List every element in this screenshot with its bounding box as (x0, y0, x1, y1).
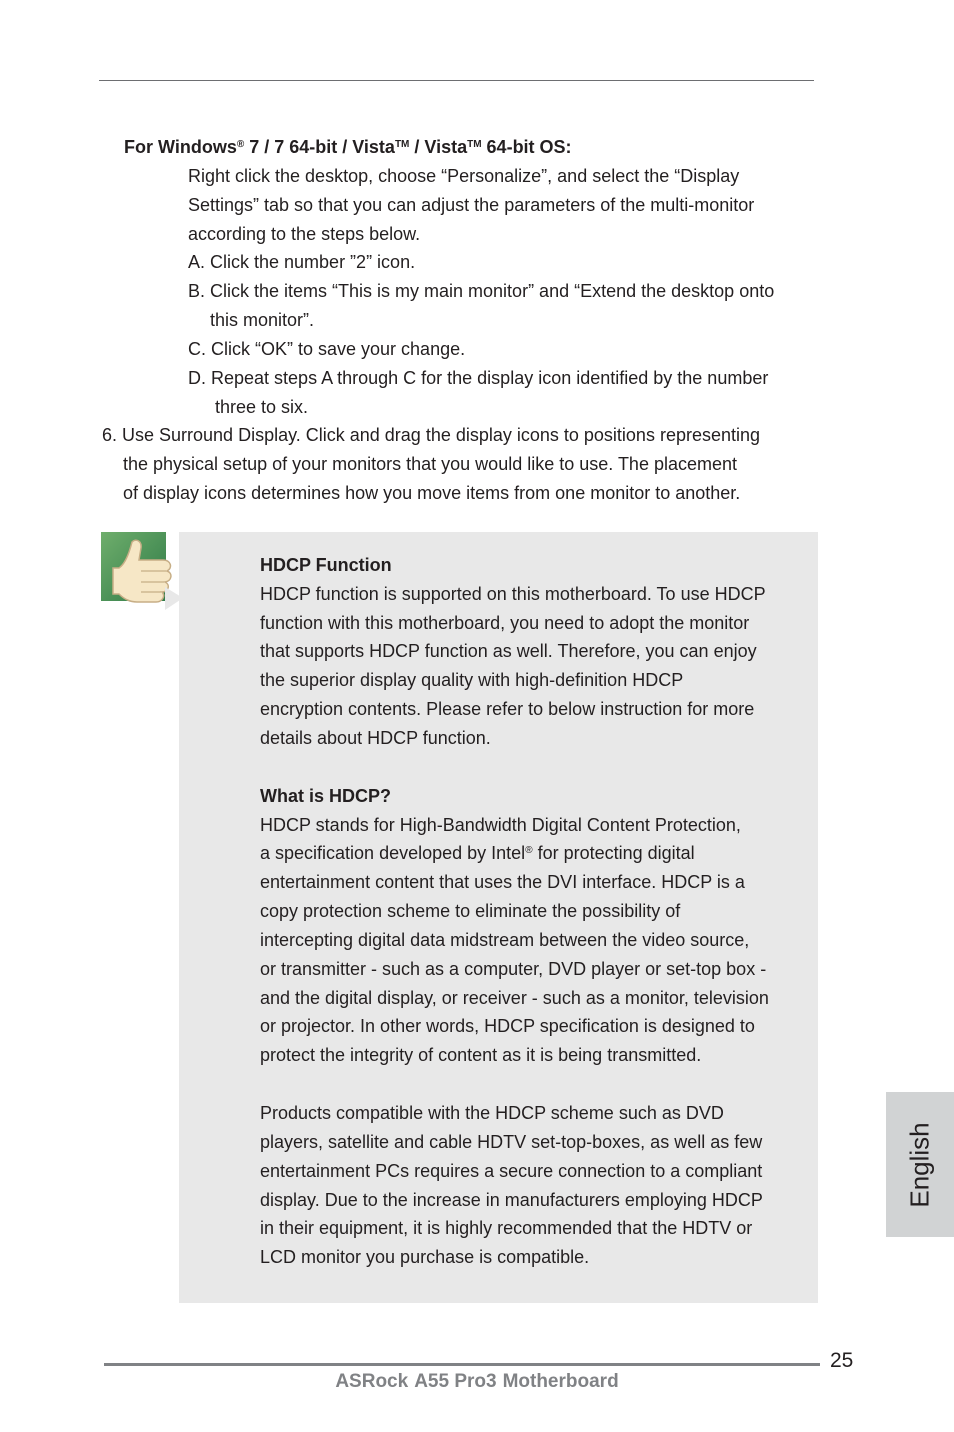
step-intro-line: according to the steps below. (188, 224, 421, 244)
footer-model: A55 Pro3 (414, 1371, 497, 1392)
step-d: D. Repeat steps A through C for the display icon identified by the number (188, 368, 769, 388)
hdcp-para2-line: and the digital display, or receiver - such as a monitor, television (260, 988, 769, 1008)
item-6-line: 6. Use Surround Display. Click and drag the display icons to positions representing (102, 425, 761, 445)
hdcp-para1-line: that supports HDCP function as well. Therefore, you can enjoy (260, 641, 757, 661)
step-c: C. Click “OK” to save your change. (188, 339, 466, 359)
hdcp-para2-line: protect the integrity of content as it is being transmitted. (260, 1045, 702, 1065)
hdcp-para1-line: function with this motherboard, you need to adopt the monitor (260, 613, 750, 633)
hdcp-para3-line: players, satellite and cable HDTV set-top-boxes, as well as few (260, 1132, 763, 1152)
footer-brand: ASRock (335, 1371, 409, 1392)
hdcp-para2-line: or projector. In other words, HDCP specification is designed to (260, 1016, 755, 1036)
language-tab (886, 1092, 954, 1237)
hdcp-para1-line: details about HDCP function. (260, 728, 491, 748)
hdcp-para2-line: or transmitter - such as a computer, DVD player or set-top box - (260, 959, 767, 979)
page-number: 25 (830, 1349, 854, 1372)
language-tab-label: English (904, 1121, 935, 1208)
step-b-cont: this monitor”. (210, 310, 315, 330)
hdcp-para1-line: encryption contents. Please refer to below instruction for more (260, 699, 755, 719)
hdcp-para2-line: copy protection scheme to eliminate the possibility of (260, 901, 681, 921)
hdcp-para2-line: a specification developed by Intel® for protecting digital (260, 843, 695, 863)
top-rule (99, 80, 814, 81)
item-6-line: the physical setup of your monitors that you would like to use. The placement (123, 454, 738, 474)
hdcp-para3-line: LCD monitor you purchase is compatible. (260, 1247, 590, 1267)
item-6-line: of display icons determines how you move items from one monitor to another. (123, 483, 741, 503)
step-intro-line: Settings” tab so that you can adjust the parameters of the multi-monitor (188, 195, 755, 215)
step-intro-line: Right click the desktop, choose “Personalize”, and select the “Display (188, 166, 740, 186)
what-is-hdcp-title: What is HDCP? (260, 786, 392, 806)
hdcp-para1-line: HDCP function is supported on this motherboard. To use HDCP (260, 584, 766, 604)
footer-product: Motherboard (502, 1371, 619, 1392)
thumbs-up-icon (101, 532, 183, 610)
hdcp-para2-line: intercepting digital data midstream between the video source, (260, 930, 750, 950)
hdcp-para3-line: entertainment PCs requires a secure connection to a compliant (260, 1161, 763, 1181)
footer-title (0, 1371, 954, 1393)
hdcp-title: HDCP Function (260, 555, 392, 575)
hdcp-para3-line: in their equipment, it is highly recommended that the HDTV or (260, 1218, 753, 1238)
step-a: A. Click the number ”2” icon. (188, 252, 416, 272)
hdcp-para3-line: display. Due to the increase in manufacturers employing HDCP (260, 1190, 763, 1210)
hdcp-para1-line: the superior display quality with high-definition HDCP (260, 670, 684, 690)
hdcp-para3-line: Products compatible with the HDCP scheme such as DVD (260, 1103, 724, 1123)
step-d-cont: three to six. (215, 397, 309, 417)
hdcp-para2-line: entertainment content that uses the DVI interface. HDCP is a (260, 872, 745, 892)
bottom-rule (104, 1363, 820, 1366)
os-heading: For Windows® 7 / 7 64-bit / Vista™ / Vista™ 64-bit OS: (124, 137, 572, 157)
hdcp-para2-line: HDCP stands for High-Bandwidth Digital Content Protection, (260, 815, 741, 835)
step-b: B. Click the items “This is my main monitor” and “Extend the desktop onto (188, 281, 775, 301)
